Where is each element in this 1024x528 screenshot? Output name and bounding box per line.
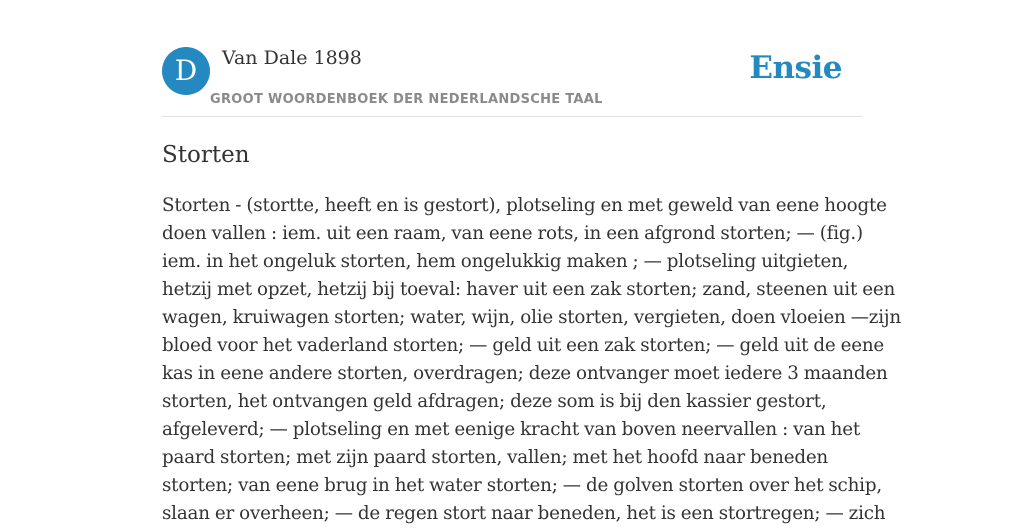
source-title[interactable]: Van Dale 1898: [222, 47, 362, 69]
ensie-logo[interactable]: Ensie: [749, 50, 842, 86]
source-subtitle: GROOT WOORDENBOEK DER NEDERLANDSCHE TAAL: [210, 92, 603, 107]
definition-line: iem. in het ongeluk storten, hem ongelukkig maken ; — plotseling uitgieten,: [162, 251, 849, 272]
definition-line: doen vallen : iem. uit een raam, van eene rots, in een afgrond storten; — (fig.): [162, 223, 863, 244]
entry-title: Storten: [162, 142, 250, 168]
definition-line: afgeleverd; — plotseling en met eenige kracht van boven neervallen : van het: [162, 419, 861, 440]
definition-line: storten; van eene brug in het water storten; — de golven storten over het schip,: [162, 475, 882, 496]
definition-line: wagen, kruiwagen storten; water, wijn, olie storten, vergieten, doen vloeien —zijn: [162, 307, 901, 328]
definition-line: slaan er overheen; — de regen stort naar beneden, het is een stortregen; — zich: [162, 503, 886, 524]
definition-line: bloed voor het vaderland storten; — geld uit een zak storten; — geld uit de eene: [162, 335, 885, 356]
definition-line: storten, het ontvangen geld afdragen; deze som is bij den kassier gestort,: [162, 391, 827, 412]
entry-definition: [162, 192, 901, 528]
source-avatar[interactable]: D: [162, 47, 210, 95]
definition-line: hetzij met opzet, hetzij bij toeval: haver uit een zak storten; zand, steenen uit een: [162, 279, 896, 300]
definition-line: kas in eene andere storten, overdragen; deze ontvanger moet iedere 3 maanden: [162, 363, 888, 384]
definition-line: paard storten; met zijn paard storten, vallen; met het hoofd naar beneden: [162, 447, 829, 468]
source-header: [162, 46, 862, 117]
definition-line: Storten - (stortte, heeft en is gestort), plotseling en met geweld van eene hoogte: [162, 195, 887, 216]
